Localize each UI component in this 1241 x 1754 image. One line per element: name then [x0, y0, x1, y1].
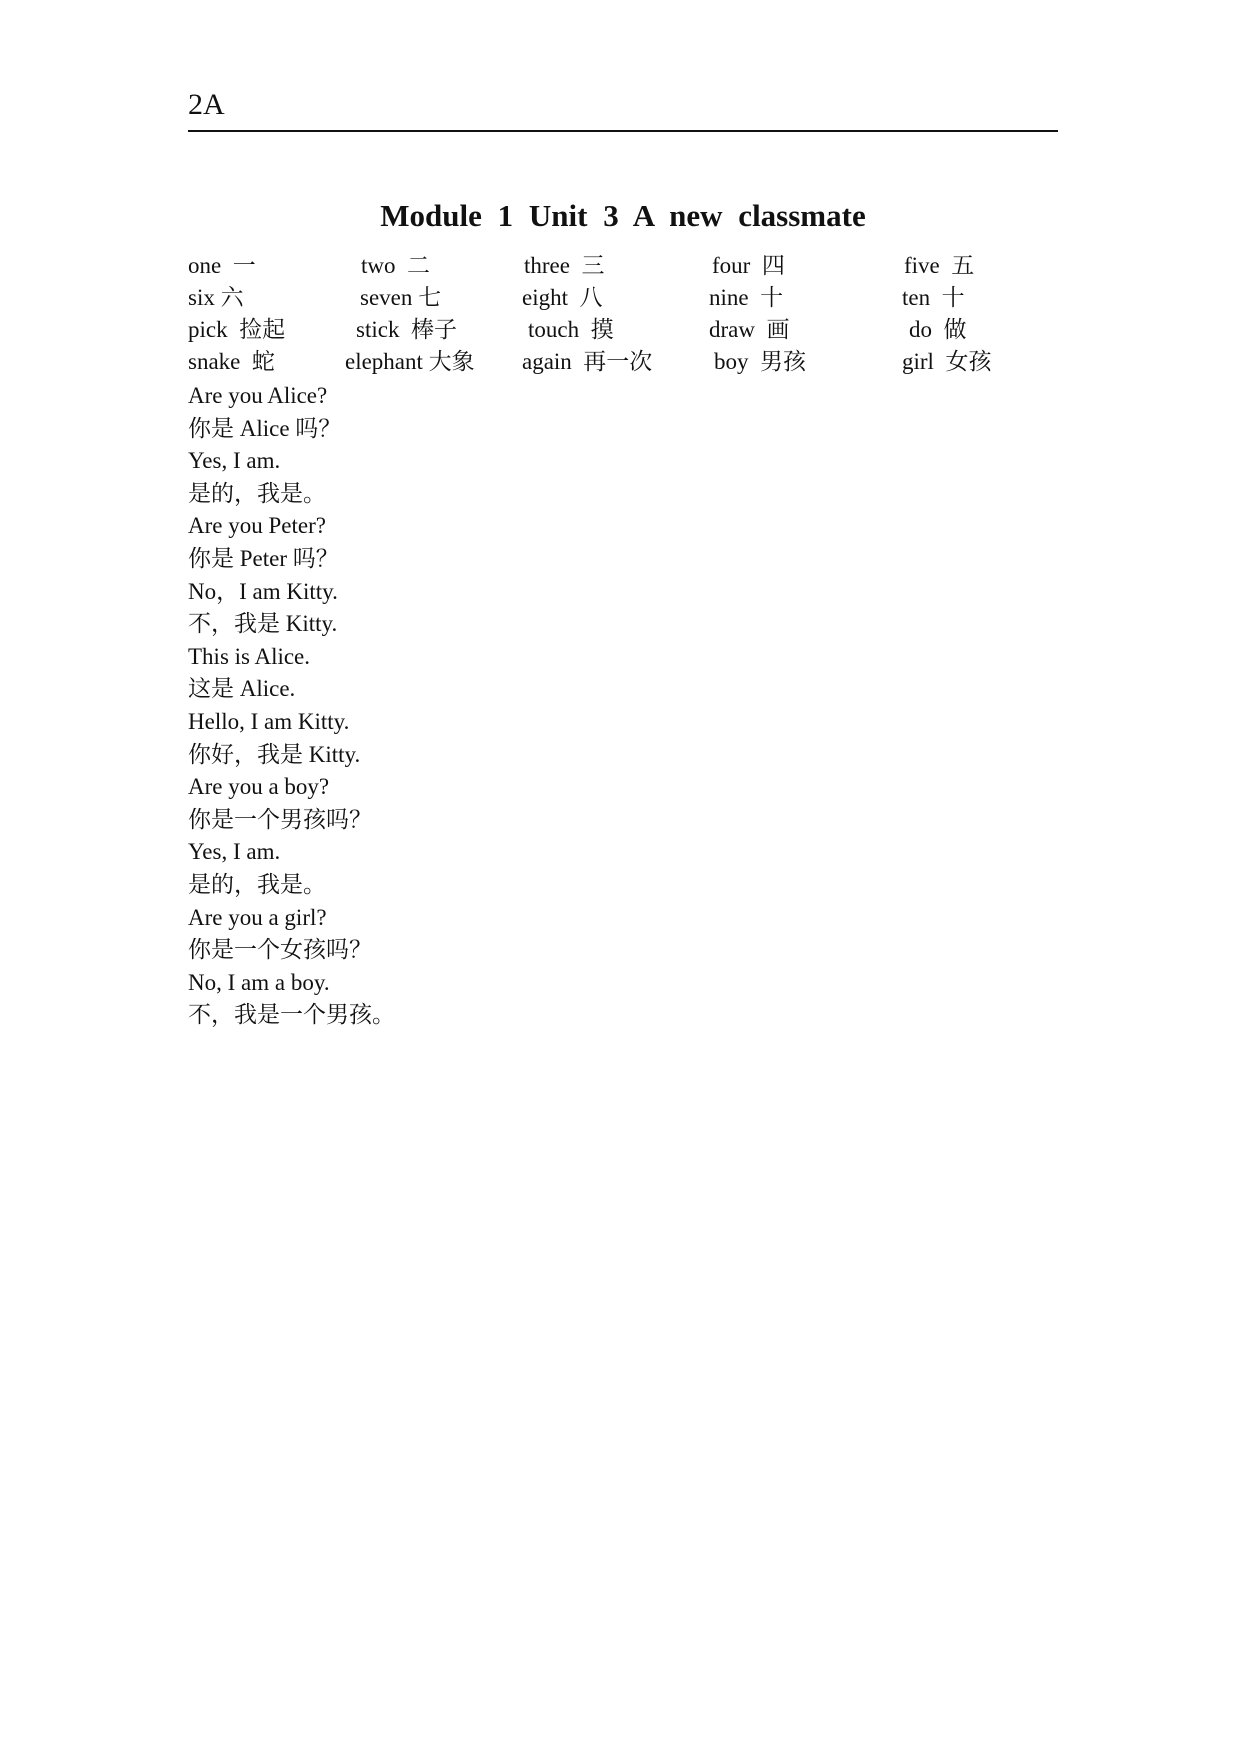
- vocab-item: do 做: [909, 317, 967, 342]
- vocab-item: eight 八: [522, 285, 603, 310]
- vocab-row: [0, 250, 1241, 282]
- vocab-item: draw 画: [709, 317, 790, 342]
- vocab-item: pick 捡起: [188, 317, 286, 342]
- dialogue-line: Are you a girl?: [188, 904, 327, 930]
- vocab-item: girl 女孩: [902, 349, 992, 374]
- dialogue-line: No, I am a boy.: [188, 969, 330, 995]
- dialogue-line: No，I am Kitty.: [188, 578, 338, 604]
- vocab-item: five 五: [904, 253, 975, 278]
- vocab-item: snake 蛇: [188, 349, 275, 374]
- vocab-item: three 三: [524, 253, 605, 278]
- dialogue-line: This is Alice.: [188, 643, 311, 669]
- dialogue-line: 是的，我是。: [188, 480, 326, 506]
- vocab-row: [0, 314, 1241, 346]
- dialogue-line: 你是 Peter 吗？: [188, 545, 339, 571]
- dialogue-line: Hello, I am Kitty.: [188, 708, 350, 734]
- dialogue-line: 不，我是 Kitty.: [188, 611, 338, 637]
- page-title: Module 1 Unit 3 A new classmate: [380, 198, 866, 233]
- vocab-item: one 一: [188, 253, 256, 278]
- dialogue-line: Yes, I am.: [188, 448, 281, 474]
- vocab-row: [0, 282, 1241, 314]
- vocab-item: ten 十: [902, 285, 965, 310]
- dialogue-line: 这是 Alice.: [188, 676, 296, 702]
- vocab-item: elephant 大象: [345, 349, 475, 374]
- dialogue-line: 你是一个男孩吗？: [188, 806, 372, 832]
- vocab-item: touch 摸: [528, 317, 614, 342]
- vocab-item: boy 男孩: [714, 349, 806, 374]
- dialogue-line: Are you a boy?: [188, 774, 330, 800]
- vocab-item: again 再一次: [522, 349, 653, 374]
- vocab-row: [0, 346, 1241, 378]
- dialogue-line: 你是 Alice 吗？: [188, 415, 342, 441]
- vocab-item: nine 十: [709, 285, 784, 310]
- dialogue-line: 你是一个女孩吗？: [188, 937, 372, 963]
- vocab-item: two 二: [361, 253, 430, 278]
- dialogue-line: 你好，我是 Kitty.: [188, 741, 361, 767]
- vocab-item: stick 棒子: [356, 317, 457, 342]
- page-header: [188, 88, 1058, 132]
- dialogue-line: Are you Peter?: [188, 513, 326, 539]
- dialogue-line: Yes, I am.: [188, 839, 281, 865]
- grade-label: 2A: [188, 88, 225, 121]
- dialogue-line: 是的，我是。: [188, 871, 326, 897]
- dialogue-line: 不，我是一个男孩。: [188, 1002, 395, 1028]
- vocab-item: seven 七: [360, 285, 442, 310]
- dialogue-list: [188, 380, 395, 1032]
- dialogue-line: Are you Alice?: [188, 383, 328, 408]
- vocab-item: six 六: [188, 285, 244, 310]
- vocab-item: four 四: [712, 253, 785, 278]
